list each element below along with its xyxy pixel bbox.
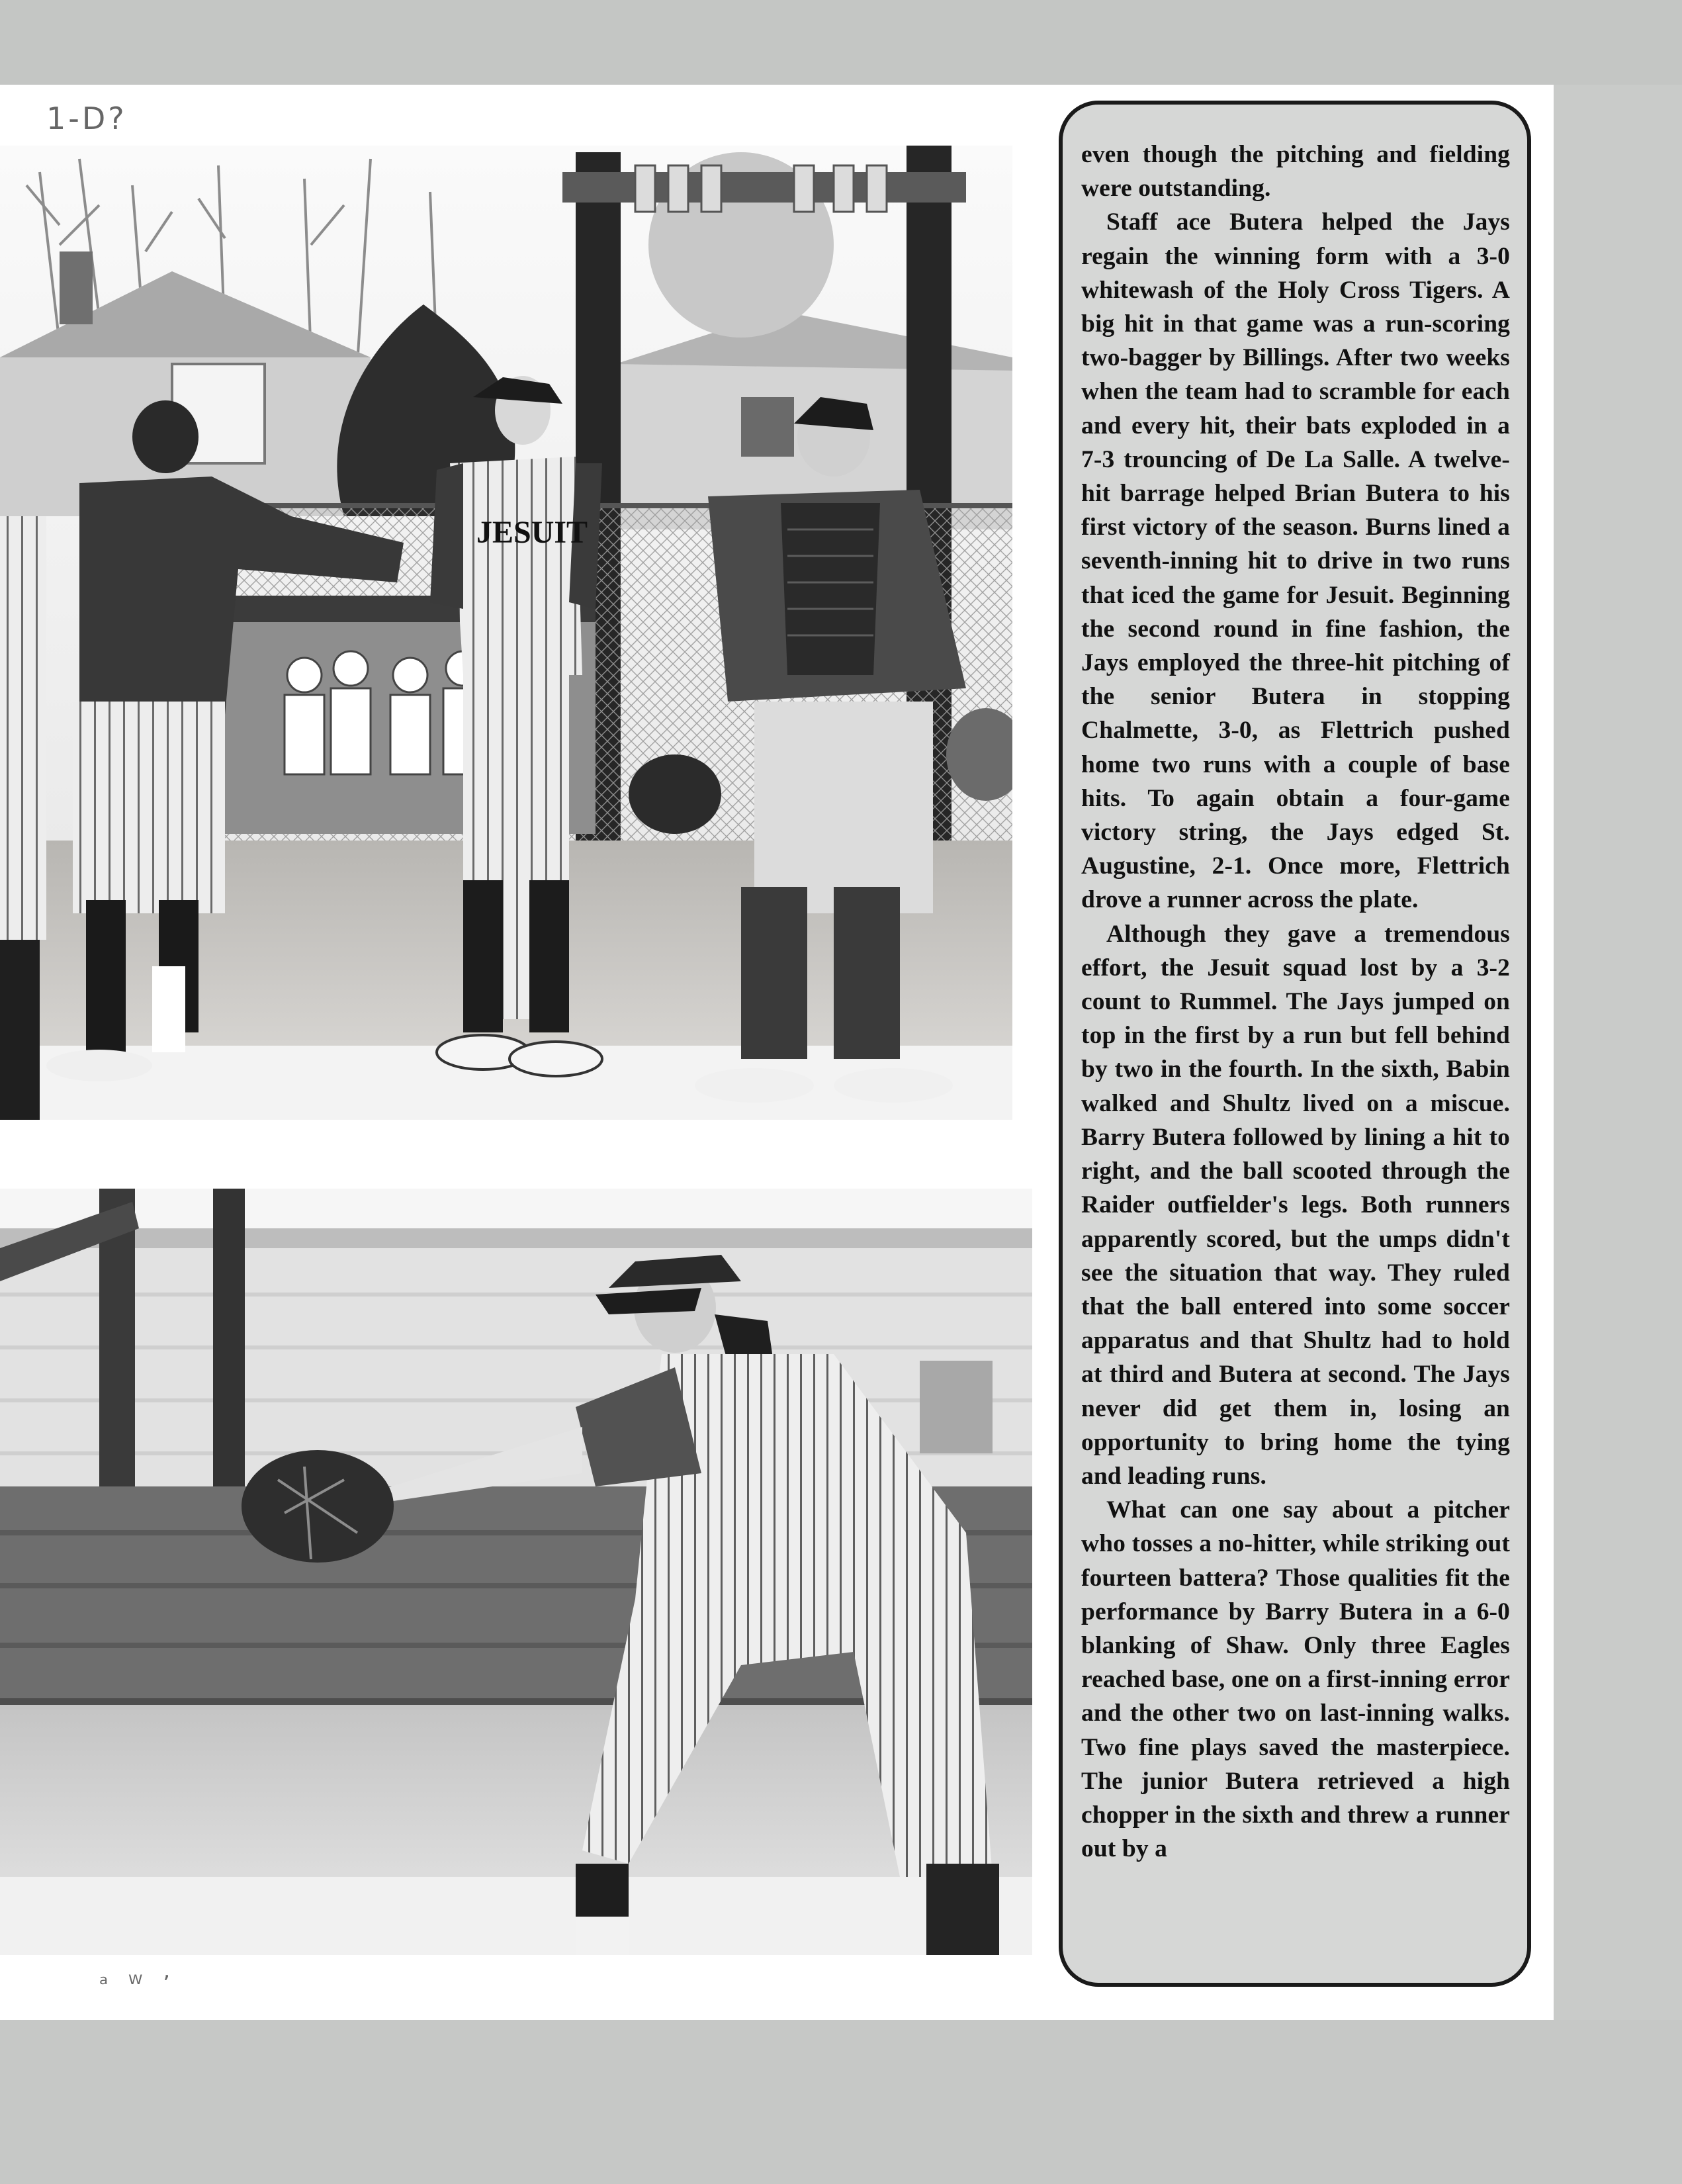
article-paragraph: Staff ace Butera helped the Jays regain the winning form with a 3-0 whitewash of the Holy Cross Tigers. A big hit in that game was a run-scoring two-bagger by Billings. After two weeks when the team had to scramble for each and every hit, their bats exploded in a 7-3 trouncing of De La Salle. A twelve-hit barrage helped Brian Butera to his first victory of the season. Burns lined a seventh-inning hit to drive in two runs that iced the game for Jesuit. Beginning the second round in fine fashion, the Jays employed the three-hit pitching of the senior Butera in stopping Chalmette, 3-0, as Flettrich pushed home two runs with a couple of base hits. To again obtain a four-game victory string, the Jays edged St. Augustine, 2-1. Once more, Flettrich drove a runner across the plate.: [1081, 208, 1510, 914]
article-text-panel: [1059, 101, 1531, 1987]
photo-mound-conference-image: [0, 146, 1012, 1120]
pencil-annotation-top: 1-D?: [46, 101, 127, 136]
photo-first-baseman-stretch-image: [0, 1189, 1032, 1955]
jersey-lettering: JESUIT: [476, 515, 588, 550]
article-paragraph: even though the pitching and fielding were outstanding.: [1081, 141, 1510, 203]
article-paragraph: Although they gave a tremendous effort, the Jesuit squad lost by a 3-2 count to Rummel. The Jays jumped on top in the first by a run but fell behind by two in the fourth. In the sixth, Babin walked and Shultz lived on a miscue. Barry Butera followed by lining a hit to right, and the ball scooted through the Raider outfielder's legs. Both runners apparently scored, but the umps didn't see the situation that way. They ruled that the ball entered into some soccer apparatus and that Shultz had to hold at third and Butera at second. The Jays never did get them in, losing an opportunity to bring home the tying and leading runs.: [1081, 920, 1510, 1490]
scan-background-bottom: [0, 2020, 1682, 2184]
pencil-annotation-bottom: ᵃ ᵂ ʼ: [99, 1971, 177, 1997]
article-paragraph: What can one say about a pitcher who tosses a no-hitter, while striking out fourteen battera? Those qualities fit the performance by Barry Butera in a 6-0 blanking of Shaw. Only three Eagles reached base, one on a first-inning error and the other two on last-inning walks. Two fine plays saved the masterpiece. The junior Butera retrieved a high chopper in the sixth and threw a runner out by a: [1081, 1496, 1510, 1863]
photo-mound-conference: [0, 146, 1012, 1120]
photo-first-baseman-stretch: [0, 1189, 1032, 1955]
scan-background-top: [0, 0, 1682, 85]
